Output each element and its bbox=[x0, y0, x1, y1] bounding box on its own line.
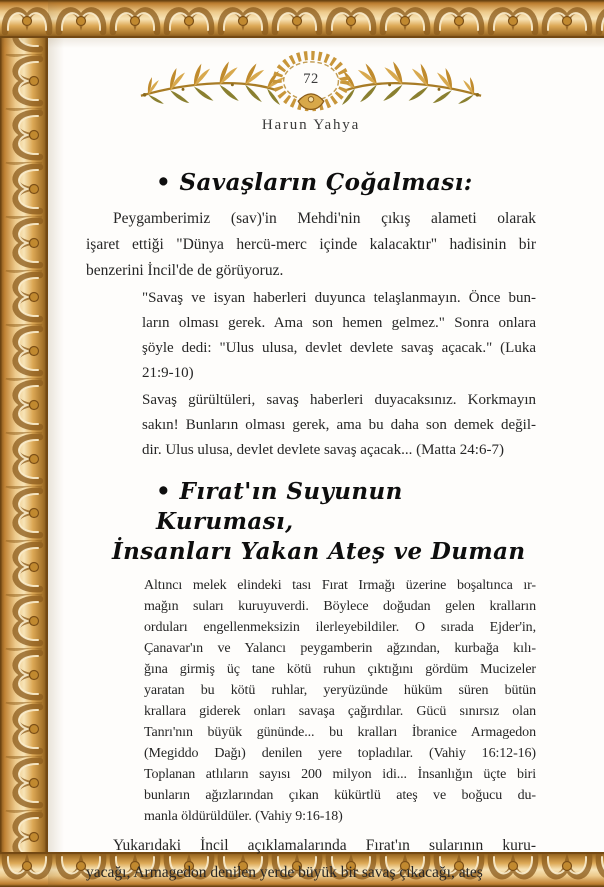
scripture-quote-revelation bbox=[144, 575, 536, 827]
text-line: (Megiddo Dağı) denilen yere topladılar. (Vahiy 16:12-16) bbox=[144, 746, 536, 761]
section-heading-wars: • Savaşların Çoğalması: bbox=[156, 169, 473, 196]
text-line: yaratan bu kötü ruhlar, yeryüzünde hüküm süren bütün bbox=[144, 683, 536, 698]
text-line: Toplanan atlıların sayısı 200 milyon idi... İnsanlığın üçte biri bbox=[144, 767, 536, 782]
scripture-quote-luke bbox=[142, 286, 536, 386]
text-line: Altıncı melek elindeki tası Fırat Irmağı üzerine boşaltınca ır- bbox=[144, 578, 536, 593]
frame-top bbox=[0, 0, 604, 38]
page-header bbox=[86, 38, 536, 156]
page-number: 72 bbox=[303, 71, 319, 87]
text-line: ların olması gerek. Ama son hemen gelmez." Sonra onlara bbox=[142, 315, 536, 331]
heading-line-2: İnsanları Yakan Ateş ve Duman bbox=[112, 538, 526, 565]
text-line: Peygamberimiz (sav)'in Mehdi'nin çıkış alameti olarak bbox=[113, 210, 536, 227]
text-line: Tanrı'nın büyük gününde... bu kralları İbranice Armagedon bbox=[144, 725, 536, 740]
text-line: krallara giderek onları savaşa çağırdılar. Gücü sınırsız olan bbox=[144, 704, 536, 719]
text-line: benzerini İncil'de de görüyoruz. bbox=[86, 262, 284, 279]
paragraph-closing bbox=[86, 832, 536, 886]
text-line: mağın suları kuruyuverdi. Böylece doğudan gelen kralların bbox=[144, 599, 536, 614]
text-line: işaret ettiği "Dünya hercü-merc içinde kalacaktır" hadisinin bir bbox=[86, 236, 536, 253]
text-line: 21:9-10) bbox=[142, 365, 194, 381]
frame-left bbox=[0, 0, 48, 887]
section-heading-euphrates bbox=[112, 477, 536, 567]
text-line: dir. Ulus ulusa, devlet devlete savaş açacak... (Matta 24:6-7) bbox=[142, 442, 504, 458]
text-line: Yukarıdaki İncil açıklamalarında Fırat'ın sularının kuru- bbox=[113, 837, 536, 854]
scripture-quote-matthew bbox=[142, 388, 536, 463]
text-line: şöyle dedi: "Ulus ulusa, devlet devlete savaş açacak." (Luka bbox=[142, 340, 536, 356]
text-line: Savaş gürültüleri, savaş haberleri duyacaksınız. Korkmayın bbox=[142, 392, 536, 408]
heading-line-1: • Fırat'ın Suyunun Kuruması, bbox=[156, 478, 403, 535]
text-line: "Savaş ve isyan haberleri duyunca telaşlanmayın. Önce bun- bbox=[142, 290, 536, 306]
page-content bbox=[48, 38, 604, 881]
text-line: manla öldürüldüler. (Vahiy 9:16-18) bbox=[144, 809, 343, 824]
text-line: Çanavar'ın ve Yalancı peygamberin ağzından, kurbağa kılı- bbox=[144, 641, 536, 656]
text-line: orduları engellenmeksizin ilerleyebildiler. O sırada Ejder'in, bbox=[144, 620, 536, 635]
text-line: bunların ağızlarından çıkan kükürtlü ateş ve boğucu du- bbox=[144, 788, 536, 803]
text-line: sakın! Bunların olması gerek, ama bu daha son demek değil- bbox=[142, 417, 536, 433]
paragraph-intro bbox=[86, 206, 536, 284]
text-line: yacağı, Armagedon denilen yerde büyük bir savaş çıkacağı, ateş bbox=[86, 864, 483, 881]
text-line: ğına girmiş üç tane kötü ruhun çıktığını gördüm Mucizeler bbox=[144, 662, 536, 677]
author-name: Harun Yahya bbox=[261, 117, 361, 133]
